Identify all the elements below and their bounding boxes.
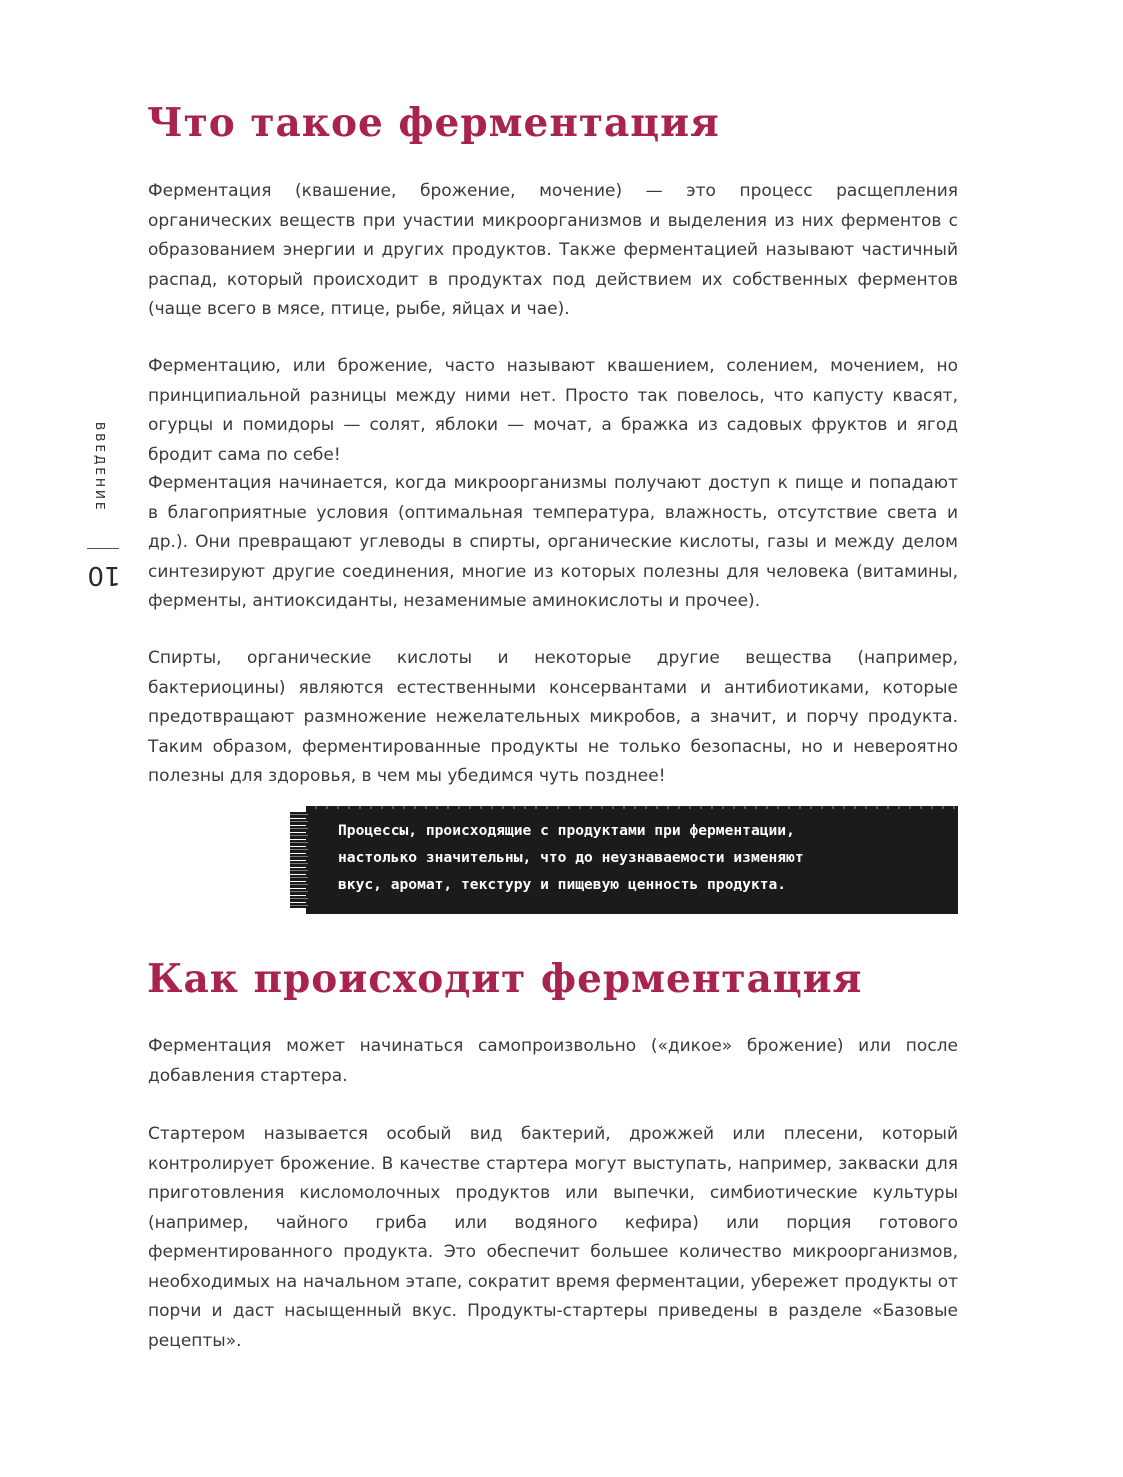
paragraph: Спирты, органические кислоты и некоторые другие вещества (например, бактериоцины) являются естественными консервантами и антибиотиками, которые предотвращают размножение нежелательных микробов, а значит, и порчу продукта. Таким образом, ферментированные продукты не только безопасны, но и невероятно полезны для здоровья, в чем мы убедимся чуть позднее! <box>148 648 958 786</box>
page-number: 10 <box>87 560 121 590</box>
paragraph: Ферментация начинается, когда микроорганизмы получают доступ к пище и попадают в благоприятные условия (оптимальная температура, влажность, отсутствие света и др.). Они превращают углеводы в спирты, органические кислоты, газы и между делом синтезируют другие соединения, многие из которых полезны для человека (витамины, ферменты, антиоксиданты, незаменимые аминокислоты и прочее). <box>148 473 958 611</box>
paragraph: Стартером называется особый вид бактерий, дрожжей или плесени, который контролирует брожение. В качестве стартера могут выступать, например, закваски для приготовления кисломолочных продуктов или выпечки, симбиотические культуры (например, чайного гриба или водяного кефира) или порция готового ферментированного продукта. Это обеспечит большее количество микроорганизмов, необходимых на начальном этапе, сократит время ферментации, убережет продукты от порчи и даст насыщенный вкус. Продукты-стартеры приведены в разделе «Базовые рецепты». <box>148 1124 958 1351</box>
paragraph: Ферментация может начинаться самопроизвольно («дикое» брожение) или после добавления стартера. <box>148 1036 958 1086</box>
paragraph: Ферментацию, или брожение, часто называют квашением, солением, мочением, но принципиальной разницы между ними нет. Просто так повелось, что капусту квасят, огурцы и помидоры — солят, яблоки — мочат, а бражка из садовых фруктов и ягод бродит сама по себе! <box>148 356 958 465</box>
callout-text: Процессы, происходящие с продуктами при ферментации, настолько значительны, что до неузнаваемости изменяют вкус, аромат, текстуру и пищевую ценность продукта. <box>338 822 804 893</box>
section-title-how-fermentation-happens: Как происходит ферментация <box>147 956 863 1002</box>
section-divider <box>87 548 119 549</box>
section-title-what-is-fermentation: Что такое ферментация <box>147 100 720 146</box>
section-label-text: ВВЕДЕНИЕ <box>93 422 107 513</box>
callout-box <box>306 806 958 914</box>
paragraph: Ферментация (квашение, брожение, мочение) — это процесс расщепления органических веществ при участии микроорганизмов и выделения из них ферментов с образованием энергии и других продуктов. Также ферментацией называют частичный распад, который происходит в продуктах под действием их собственных ферментов (чаще всего в мясе, птице, рыбе, яйцах и чае). <box>148 181 958 319</box>
section-label <box>90 422 110 513</box>
